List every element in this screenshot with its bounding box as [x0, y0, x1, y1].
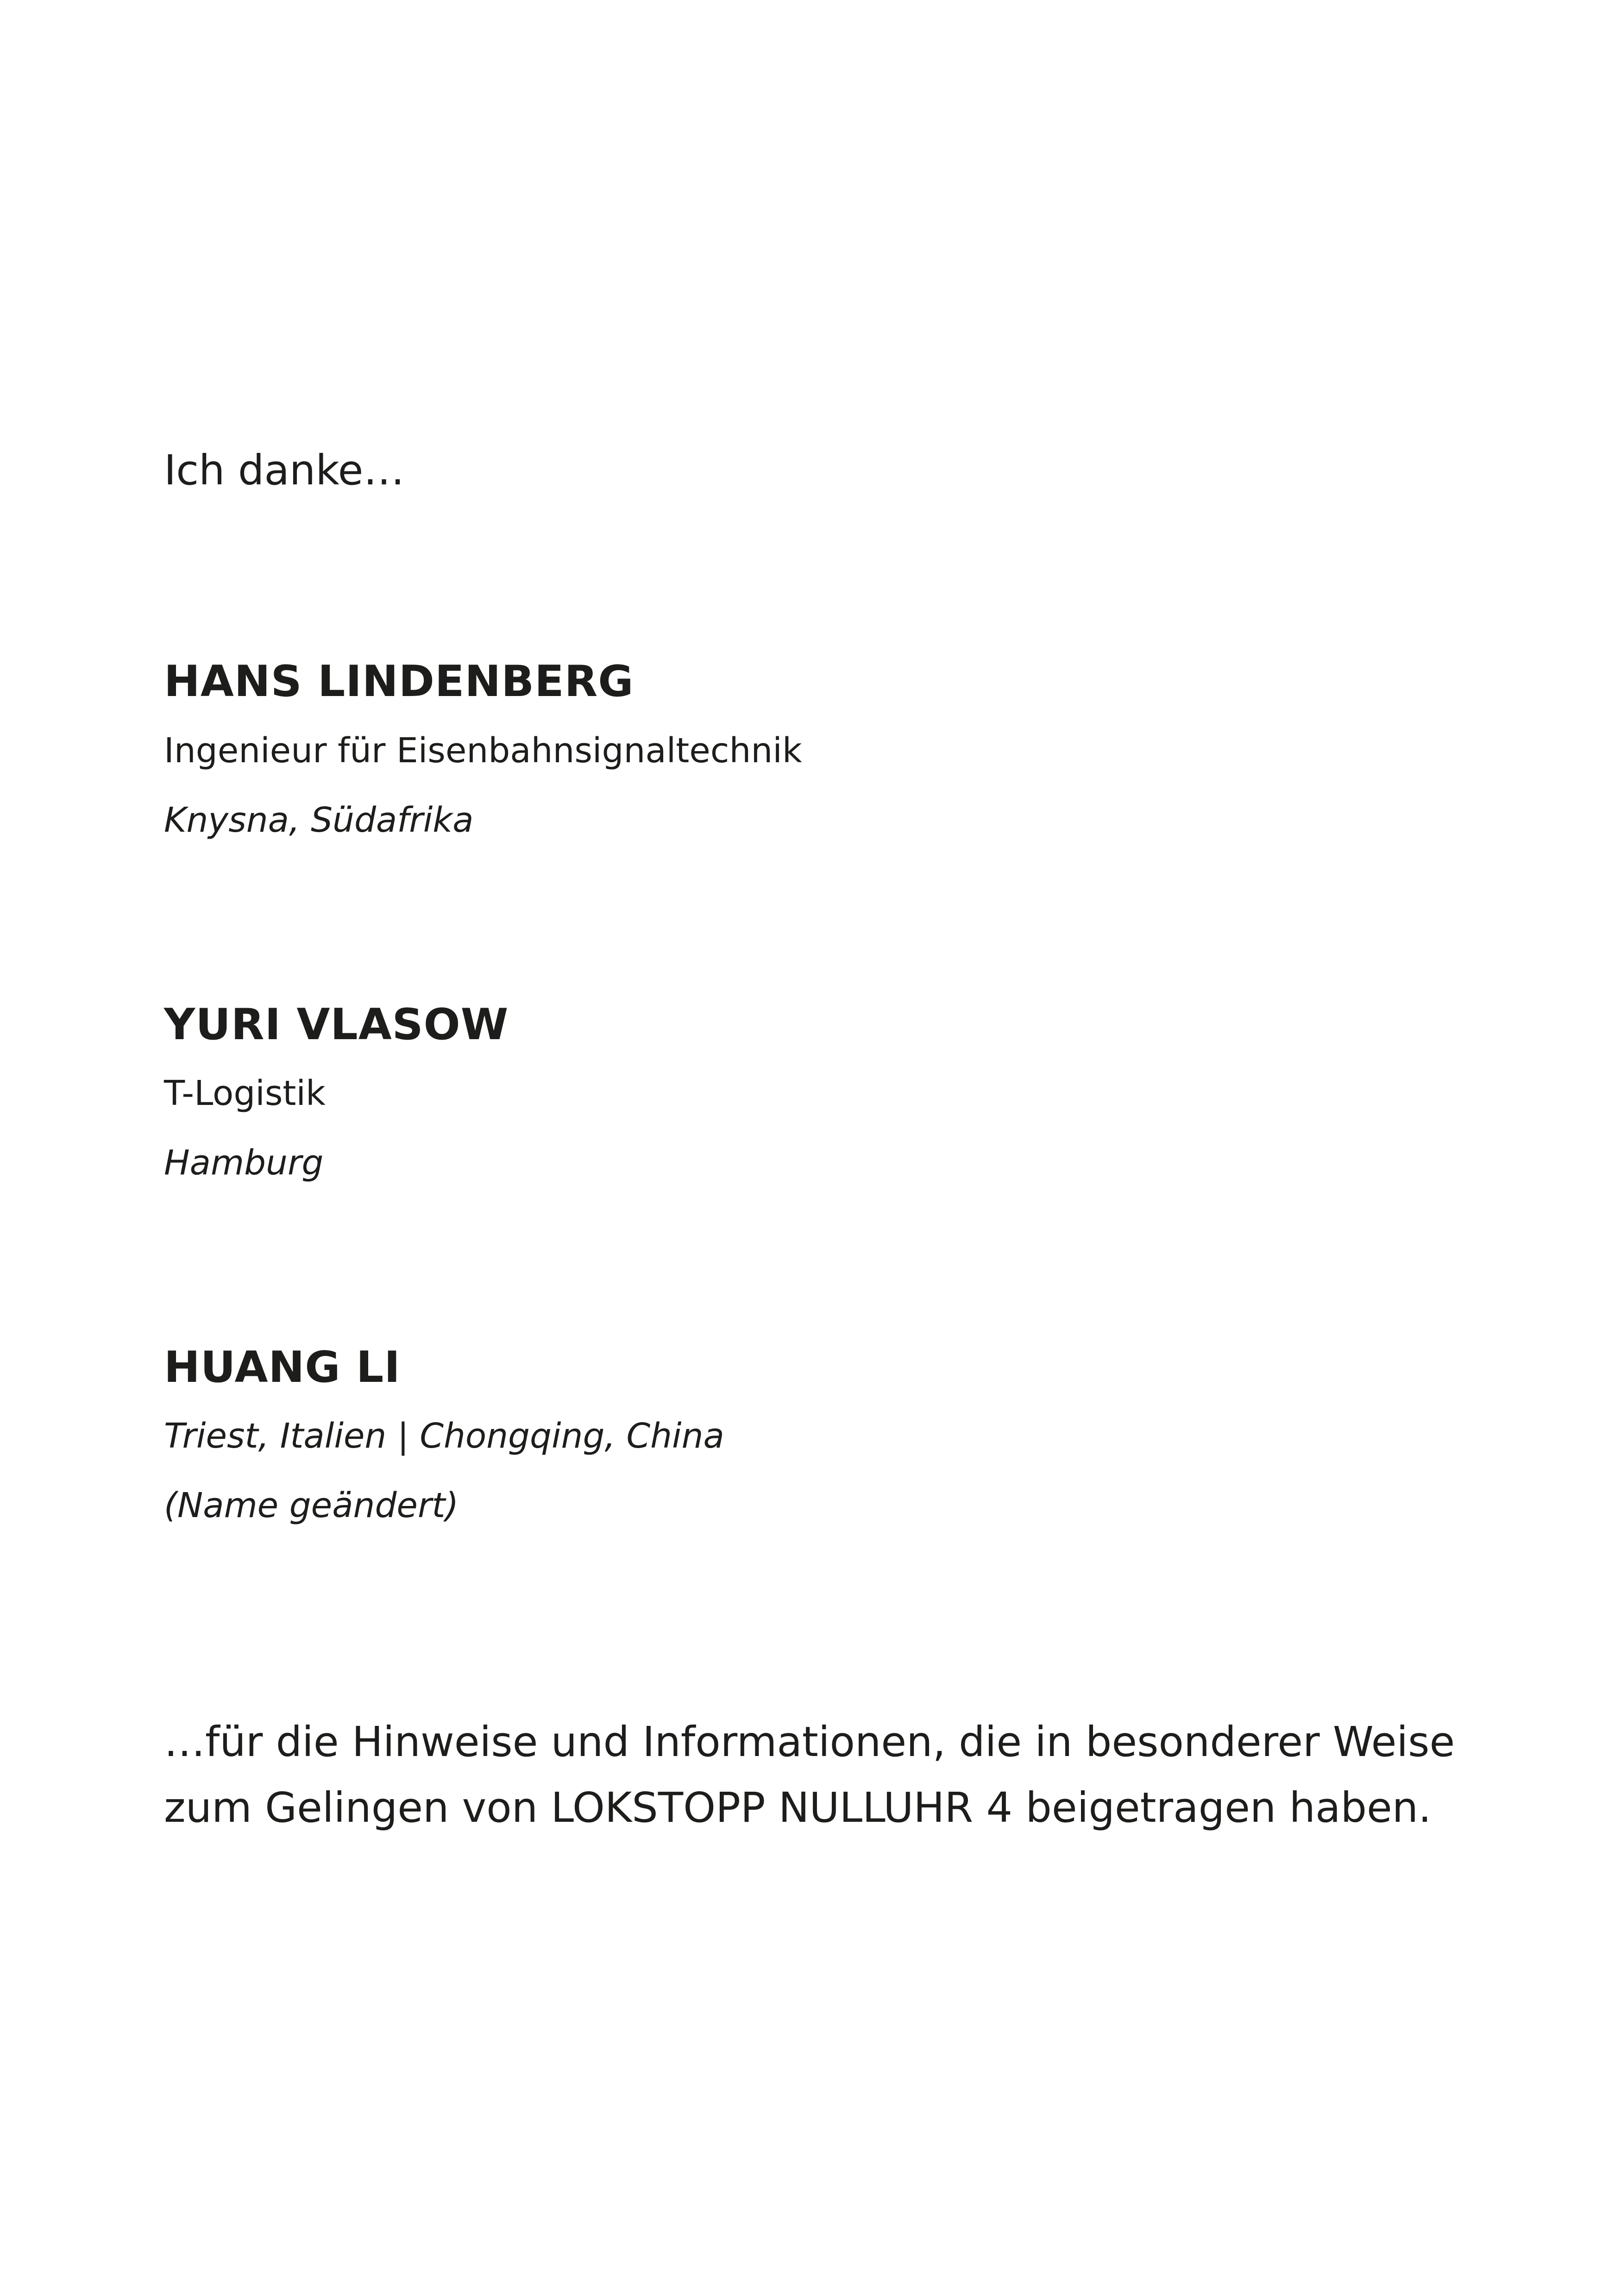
outro-line-1: …für die Hinweise und Informationen, die in besonderer Weise: [164, 1718, 1455, 1766]
person-place-huang-li: Triest, Italien | Chongqing, China: [164, 1416, 724, 1456]
person-role-yuri-vlasow: T-Logistik: [164, 1073, 326, 1113]
outro-line-2: zum Gelingen von LOKSTOPP NULLUHR 4 beigetragen haben.: [164, 1783, 1432, 1832]
person-place-hans-lindenberg: Knysna, Südafrika: [164, 800, 474, 840]
person-note-huang-li: (Name geändert): [164, 1486, 459, 1525]
intro-text: Ich danke…: [164, 446, 405, 494]
person-place-yuri-vlasow: Hamburg: [164, 1143, 324, 1183]
person-name-hans-lindenberg: HANS LINDENBERG: [164, 656, 634, 706]
person-name-yuri-vlasow: YURI VLASOW: [164, 999, 509, 1049]
person-role-hans-lindenberg: Ingenieur für Eisenbahnsignaltechnik: [164, 731, 802, 771]
person-name-huang-li: HUANG LI: [164, 1342, 401, 1392]
